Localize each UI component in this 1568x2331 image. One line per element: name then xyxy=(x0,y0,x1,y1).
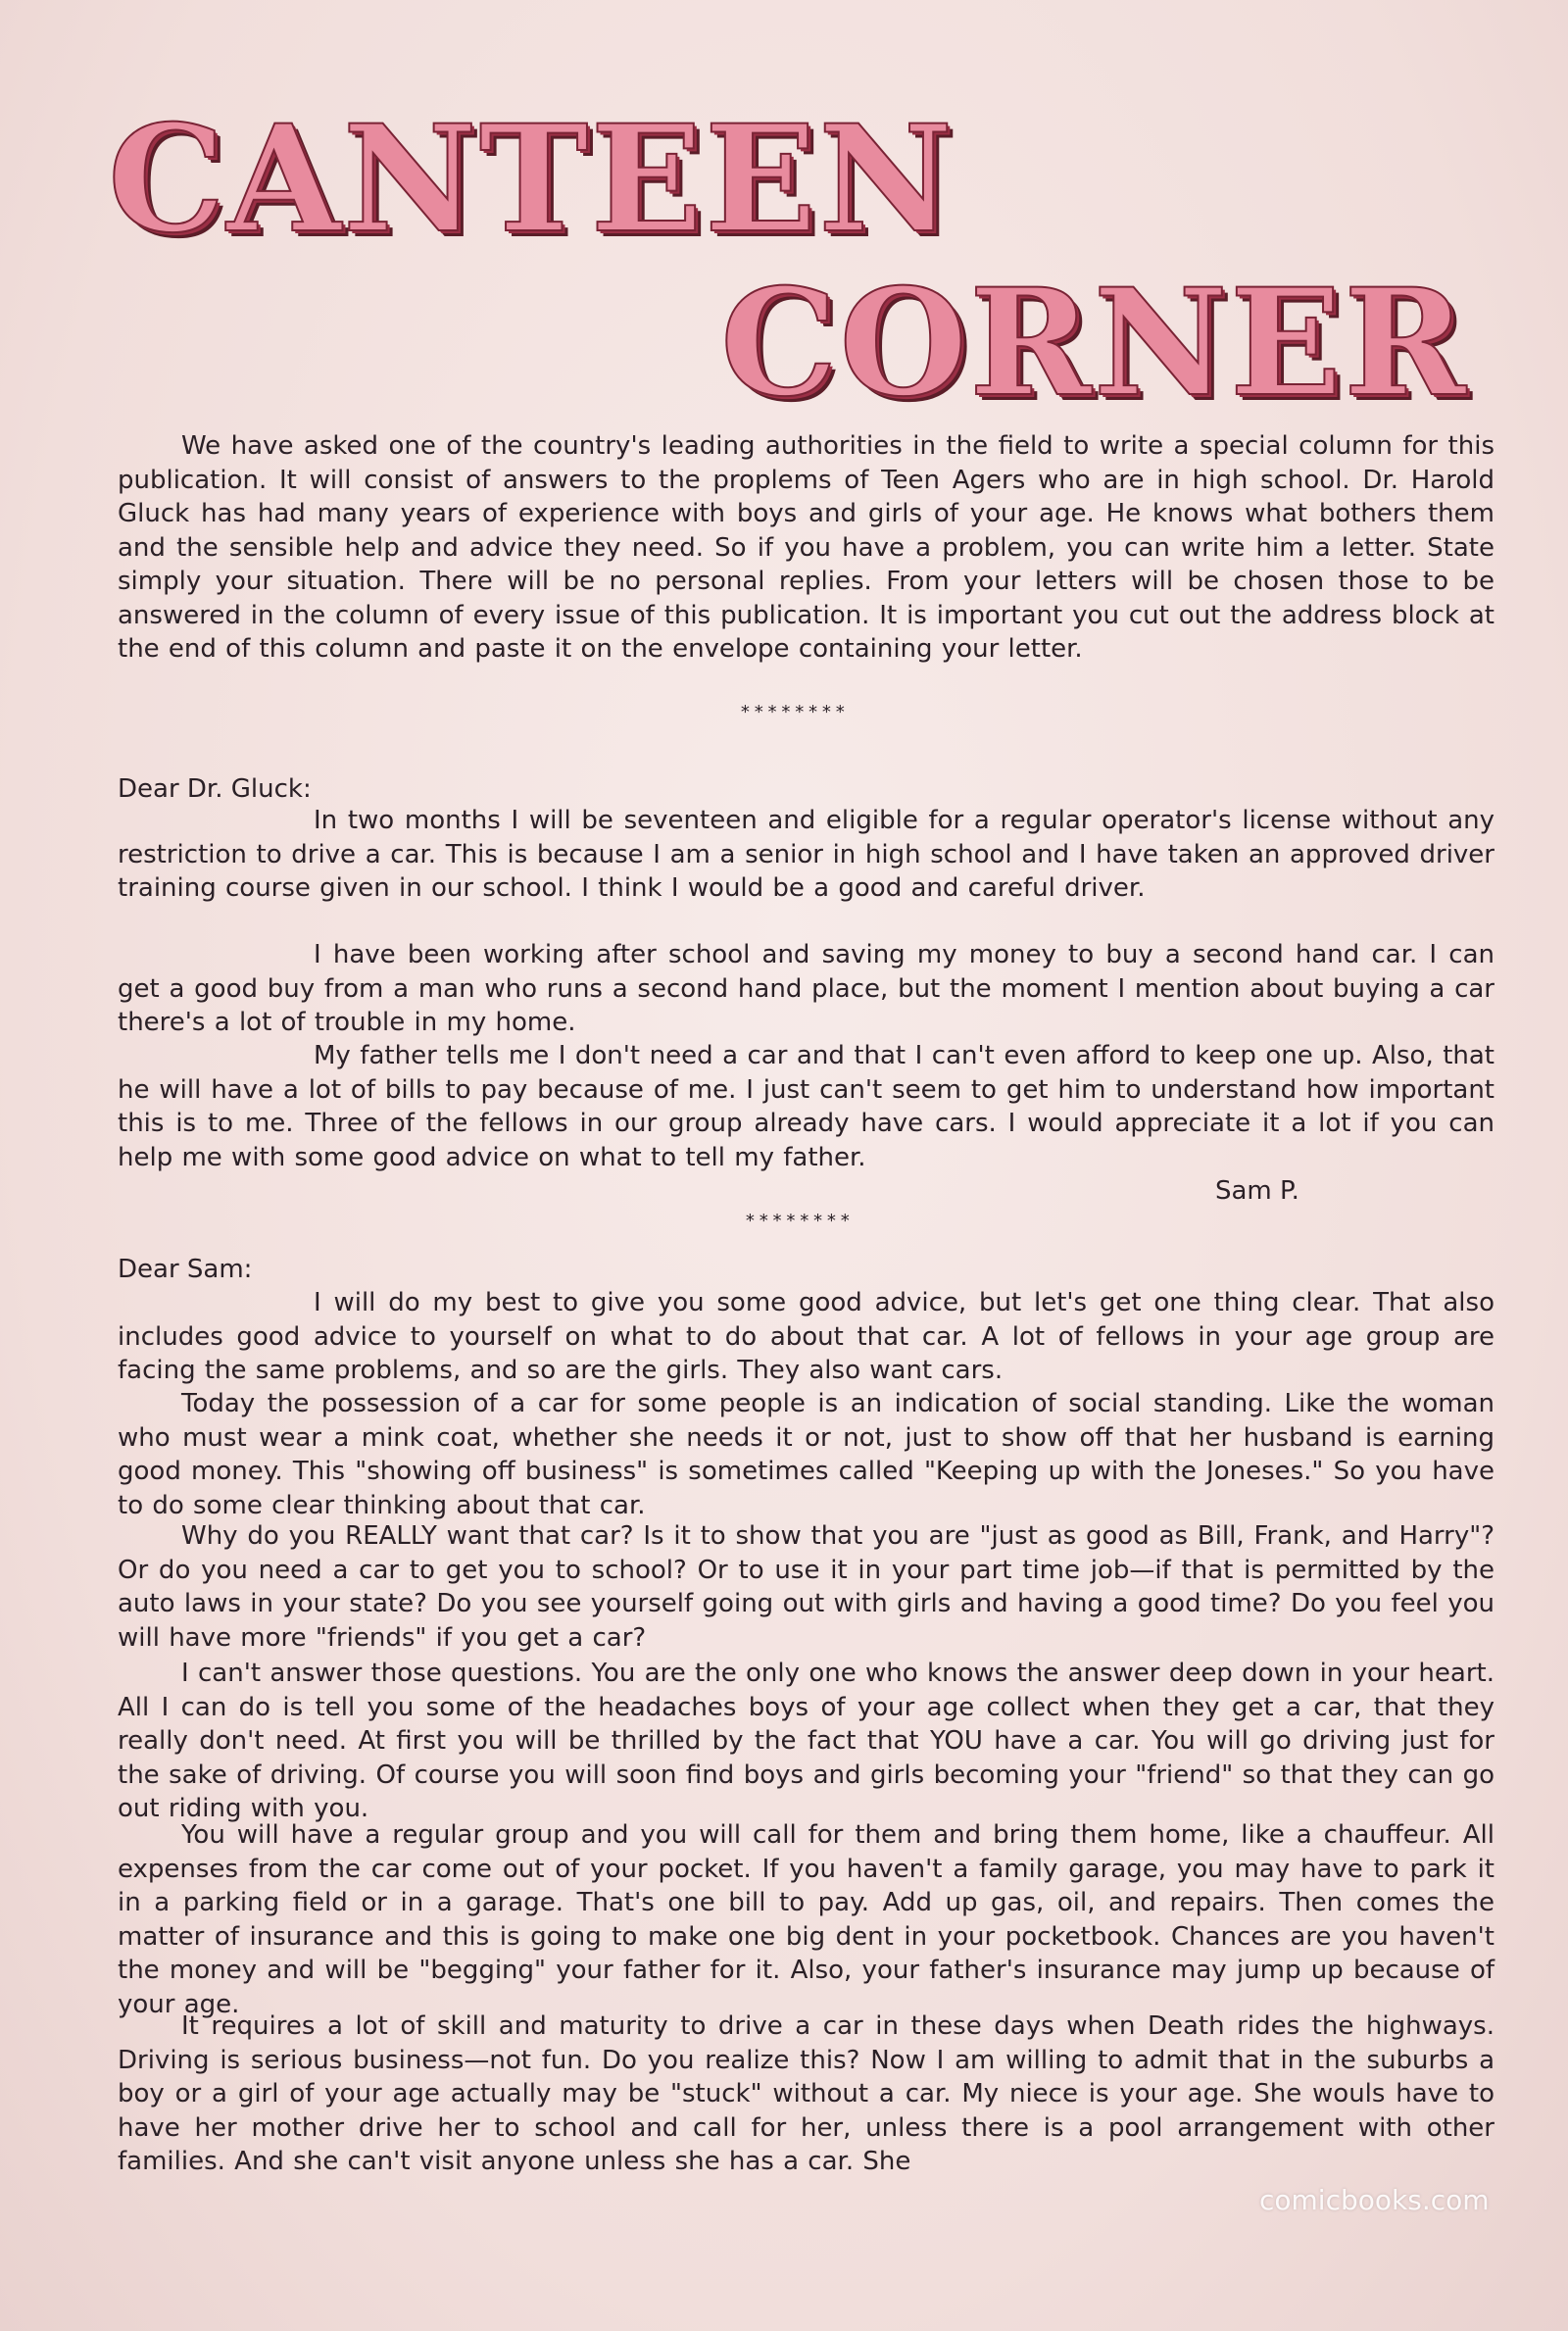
letter-salutation: Dear Dr. Gluck: xyxy=(118,774,312,804)
reply-paragraph: You will have a regular group and you will call for them and bring them home, like a chauffeur. All expenses from the car come out of your pocket. If you haven't a family garage, you may have to park it in a parking field or in a garage. That's one bill to pay. Add up gas, oil, and repairs. Then comes the matter of insurance and this is going to make one big dent in your pocketbook. Chances are you haven't the money and will be "begging" your father for it. Also, your father's insurance may jump up because of your age. xyxy=(118,1820,1494,2019)
title-canteen: CANTEEN xyxy=(108,93,956,266)
reply-salutation: Dear Sam: xyxy=(118,1255,253,1284)
letter-paragraph: I have been working after school and saving my money to buy a second hand car. I can get a good buy from a man who runs a second hand place, but the moment I mention about buying a car there's a lot of trouble in my home. xyxy=(118,940,1494,1037)
intro-paragraph: We have asked one of the country's leading authorities in the field to write a special column for this publication. It will consist of answers to the proplems of Teen Agers who are in high school. Dr. Harold Gluck has had many years of experience with boys and girls of your age. He knows what bothers them and the sensible help and advice they need. So if you have a problem, you can write him a letter. State simply your situation. There will be no personal replies. From your letters will be chosen those to be answered in the column of every issue of this publication. It is important you cut out the address block at the end of this column and paste it on the envelope containing your letter. xyxy=(118,431,1494,664)
reply-paragraph: It requires a lot of skill and maturity to drive a car in these days when Death rides the highways. Driving is serious business—not fun. Do you realize this? Now I am willing to admit that in the suburbs a boy or a girl of your age actually may be "stuck" without a car. My niece is your age. She wouls have to have her mother drive her to school and call for her, unless there is a pool arrangement with other families. And she can't visit anyone unless she has a car. She xyxy=(118,2011,1494,2176)
reply-paragraph: Why do you REALLY want that car? Is it to show that you are "just as good as Bill, Frank, and Harry"? Or do you need a car to get you to school? Or to use it in your part time job—if that is permitted by the auto laws in your state? Do you see yourself going out with girls and having a good time? Do you feel you will have more "friends" if you get a car? xyxy=(118,1521,1494,1653)
watermark: comicbooks.com xyxy=(1259,2184,1490,2216)
letter-paragraph: My father tells me I don't need a car and that I can't even afford to keep one up. Also, that he will have a lot of bills to pay because of me. I just can't seem to get him to understand how important this is to me. Three of the fellows in our group already have cars. I would appreciate it a lot if you can help me with some good advice on what to tell my father. xyxy=(118,1041,1494,1172)
title-corner: CORNER xyxy=(720,257,1468,429)
separator-stars: ******** xyxy=(745,1211,854,1231)
separator-stars: ******** xyxy=(740,702,849,722)
reply-paragraph: I can't answer those questions. You are the only one who knows the answer deep down in your heart. All I can do is tell you some of the headaches boys of your age collect when they get a car, that they really don't need. At first you will be thrilled by the fact that YOU have a car. You will go driving just for the sake of driving. Of course you will soon find boys and girls becoming your "friend" so that they can go out riding with you. xyxy=(118,1659,1494,1823)
letter-paragraph: In two months I will be seventeen and eligible for a regular operator's license without any restriction to drive a car. This is because I am a senior in high school and I have taken an approved driver training course given in our school. I think I would be a good and careful driver. xyxy=(118,806,1494,903)
letter-signature: Sam P. xyxy=(1215,1176,1299,1206)
reply-paragraph: Today the possession of a car for some people is an indication of social standing. Like the woman who must wear a mink coat, whether she needs it or not, just to show off that her husband is earning good money. This "showing off business" is sometimes called "Keeping up with the Joneses." So you have to do some clear thinking about that car. xyxy=(118,1389,1494,1520)
reply-paragraph: I will do my best to give you some good advice, but let's get one thing clear. That also includes good advice to yourself on what to do about that car. A lot of fellows in your age group are facing the same problems, and so are the girls. They also want cars. xyxy=(118,1288,1494,1385)
